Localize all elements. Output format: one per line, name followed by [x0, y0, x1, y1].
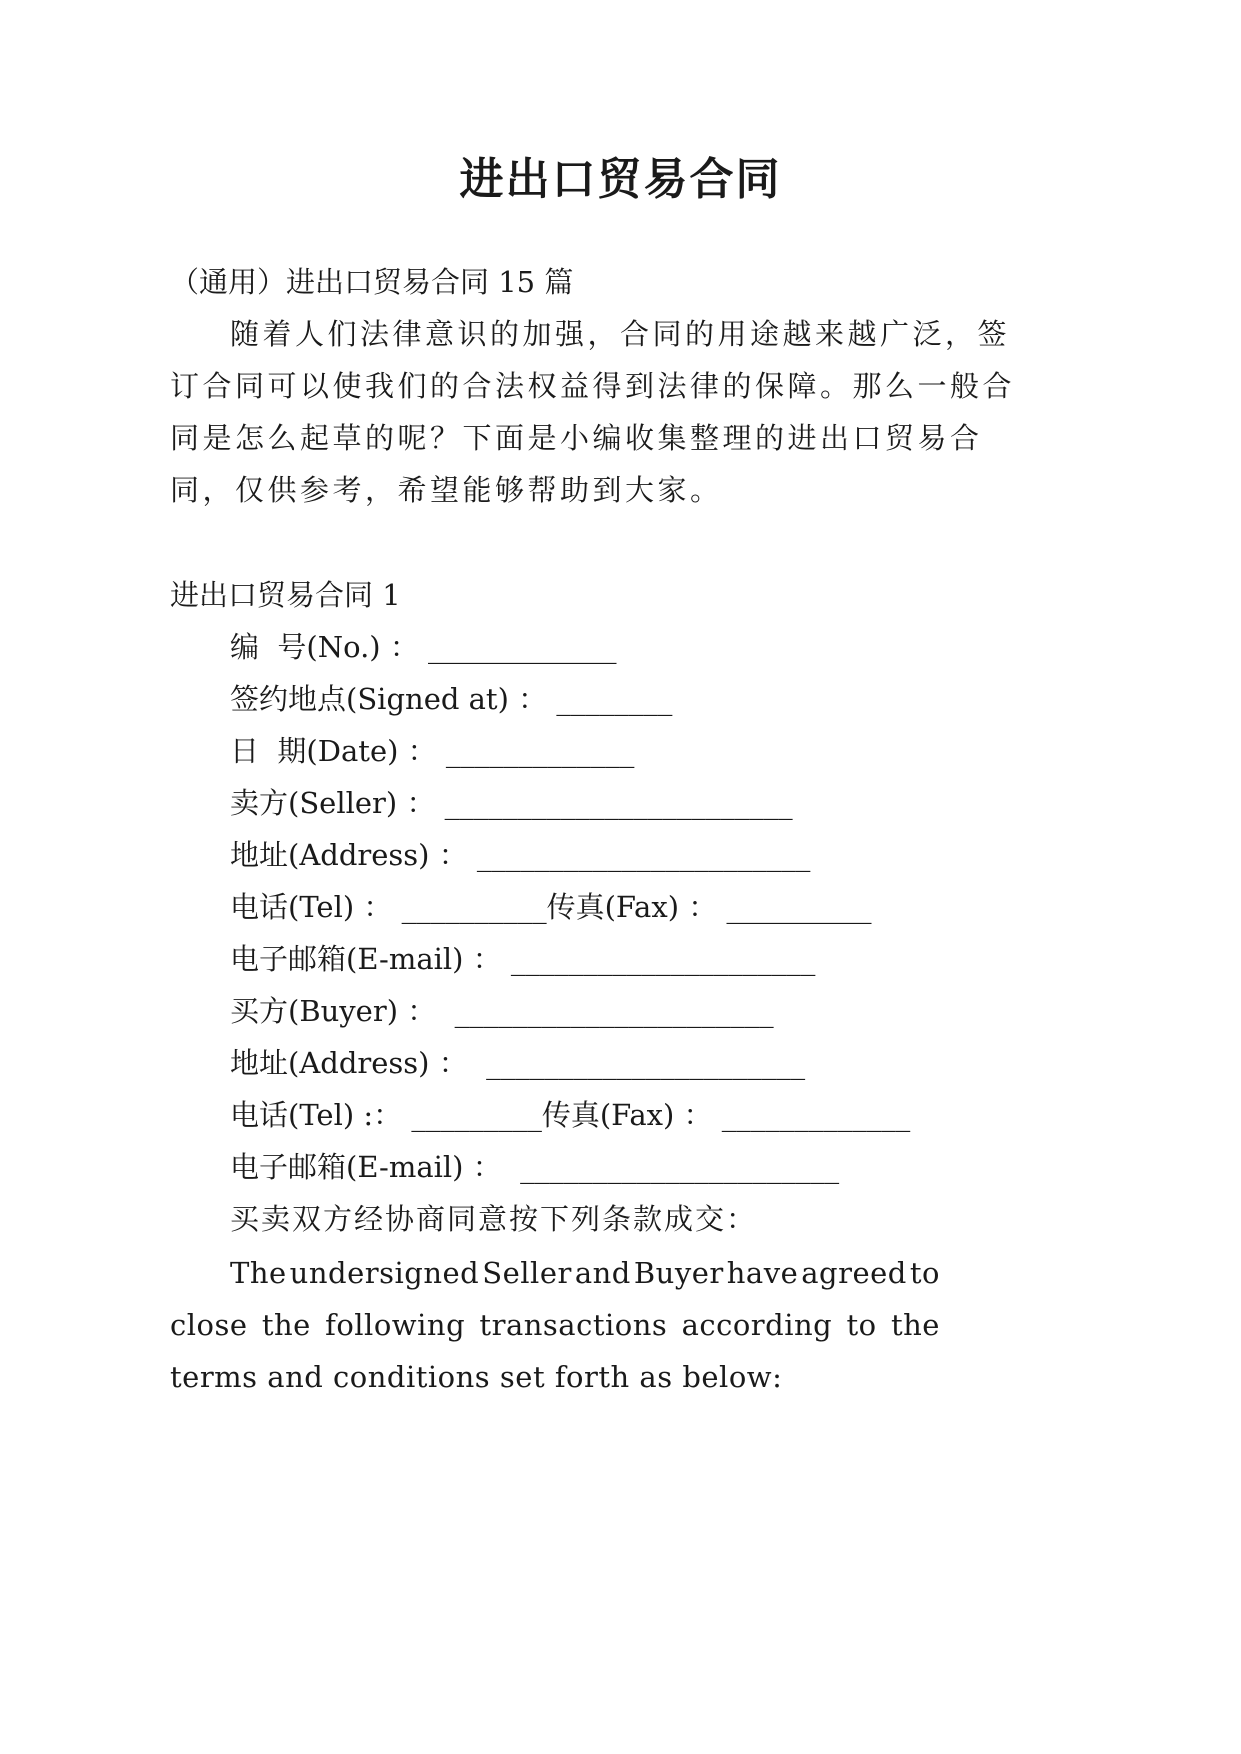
word: according: [681, 1308, 833, 1342]
intro-line-3: 同是怎么起草的呢？下面是小编收集整理的进出口贸易合: [170, 421, 983, 455]
word: Seller: [482, 1256, 572, 1290]
word: agreed: [801, 1256, 907, 1290]
field-signed-at: 签约地点(Signed at) ： ________: [230, 682, 673, 716]
word: have: [726, 1256, 799, 1290]
field-buyer-email: 电子邮箱(E-mail) ： ______________________: [230, 1150, 840, 1184]
agreement-statement-cn: 买卖双方经协商同意按下列条款成交：: [230, 1202, 758, 1236]
word: following: [325, 1308, 466, 1342]
field-seller-tel-fax: 电话(Tel) ： __________传真(Fax) ： __________: [230, 890, 872, 924]
intro-line-1: 随着人们法律意识的加强，合同的用途越来越广泛，签: [230, 317, 1011, 351]
word: and: [574, 1256, 631, 1290]
word: undersigned: [289, 1256, 480, 1290]
word: to: [909, 1256, 940, 1290]
agreement-statement-en-line-1: [230, 1253, 940, 1293]
field-seller-address: 地址(Address) ： _______________________: [230, 838, 811, 872]
intro-line-4: 同，仅供参考，希望能够帮助到大家。: [170, 473, 723, 507]
section-title: 进出口贸易合同 1: [170, 578, 401, 612]
intro-line-2: 订合同可以使我们的合法权益得到法律的保障。那么一般合: [170, 369, 1016, 403]
field-seller: 卖方(Seller) ： ________________________: [230, 786, 793, 820]
word: the: [890, 1308, 940, 1342]
agreement-statement-en-line-2: [170, 1305, 940, 1345]
document-title: 进出口贸易合同: [459, 154, 782, 205]
word: to: [846, 1308, 877, 1342]
field-date: 日 期(Date) ： _____________: [230, 734, 635, 768]
word: Buyer: [633, 1256, 724, 1290]
field-number: 编 号(No.) ： _____________: [230, 630, 617, 664]
word: the: [261, 1308, 311, 1342]
word: The: [230, 1256, 287, 1290]
document-subtitle: （通用）进出口贸易合同 15 篇: [170, 265, 574, 299]
field-buyer-address: 地址(Address) ： ______________________: [230, 1046, 806, 1080]
word: close: [170, 1308, 248, 1342]
field-buyer: 买方(Buyer) ： ______________________: [230, 994, 774, 1028]
agreement-statement-en-line-3: terms and conditions set forth as below:: [170, 1360, 783, 1394]
field-buyer-tel-fax: 电话(Tel) :： _________传真(Fax) ： _____________: [230, 1098, 911, 1132]
field-seller-email: 电子邮箱(E-mail) ： _____________________: [230, 942, 816, 976]
word: transactions: [479, 1308, 668, 1342]
